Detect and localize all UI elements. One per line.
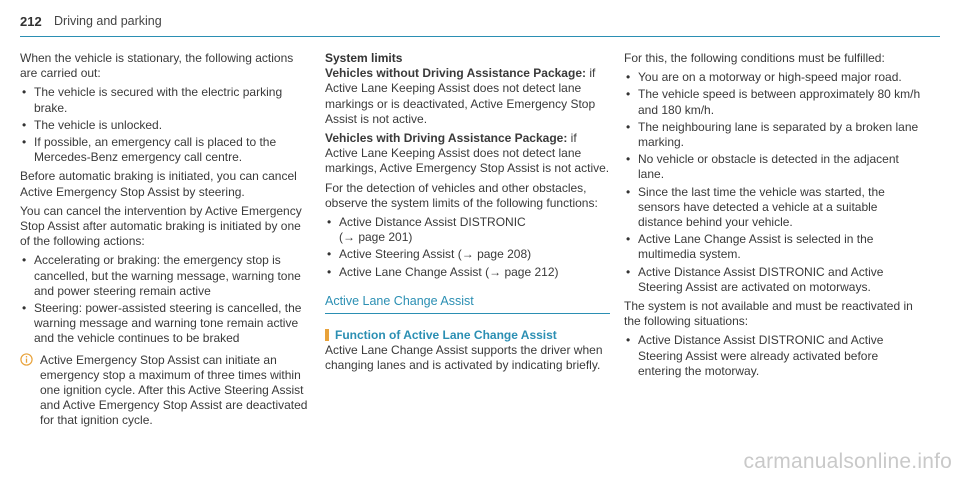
- actions-list: [20, 85, 312, 165]
- section-title: Driving and parking: [54, 14, 162, 28]
- functions-list: [325, 215, 610, 280]
- watermark: carmanualsonline.info: [743, 450, 952, 473]
- list-item: • If possible, an emergency call is placed to the Mercedes-Benz emergency call centre.: [20, 135, 312, 165]
- page-header: [20, 8, 940, 37]
- without-package-paragraph: [325, 66, 610, 127]
- function-name: Active Distance Assist DISTRONIC: [339, 215, 526, 230]
- list-item: • The vehicle is unlocked.: [20, 118, 312, 133]
- list-item: • Accelerating or braking: the emergency stop is cancelled, but the warning message, warning tone and power steering remain active: [20, 253, 312, 299]
- list-item: • Since the last time the vehicle was started, the sensors have detected a vehicle at a suitable distance behind your vehicle.: [624, 185, 924, 231]
- function-name: Active Steering Assist: [339, 247, 455, 262]
- list-item: • The vehicle is secured with the electric parking brake.: [20, 85, 312, 115]
- list-item: • Active Distance Assist DISTRONIC and Active Steering Assist are activated on motorways.: [624, 265, 924, 295]
- situations-list: [624, 333, 924, 379]
- column-middle: [325, 51, 610, 378]
- without-package-label: Vehicles without Driving Assistance Package:: [325, 66, 586, 81]
- system-limits-heading: System limits: [325, 51, 403, 65]
- function-heading: [325, 328, 610, 343]
- list-item: • You are on a motorway or high-speed major road.: [624, 70, 924, 85]
- page-reference-link[interactable]: (→ page 201): [339, 230, 413, 245]
- lane-change-assist-heading: Active Lane Change Assist: [325, 294, 610, 314]
- column-right: [624, 51, 924, 383]
- conditions-intro: For this, the following conditions must be fulfilled:: [624, 51, 885, 65]
- page-number: 212: [20, 14, 42, 29]
- cancel-intervention-paragraph: You can cancel the intervention by Active Emergency Stop Assist after automatic braking is initiated by one of the following actions:: [20, 203, 302, 249]
- without-package-text: if Active Lane Keeping Assist does not detect lane markings or is deactivated, Active Emergency Stop Assist is not active.: [325, 66, 596, 126]
- list-item: • The neighbouring lane is separated by a broken lane marking.: [624, 120, 924, 150]
- info-note: [20, 353, 312, 429]
- page-reference-link[interactable]: (→ page 212): [485, 264, 559, 279]
- not-available-paragraph: The system is not available and must be reactivated in the following situations:: [624, 299, 913, 329]
- detection-paragraph: For the detection of vehicles and other obstacles, observe the system limits of the following functions:: [325, 180, 598, 210]
- page-reference-link[interactable]: (→ page 208): [457, 247, 532, 262]
- heading-marker: [325, 329, 329, 341]
- list-item: • Active Lane Change Assist is selected in the multimedia system.: [624, 232, 924, 262]
- list-item: • The vehicle speed is between approximately 80 km/h and 180 km/h.: [624, 87, 924, 117]
- list-item: [325, 215, 610, 245]
- list-item: • No vehicle or obstacle is detected in the adjacent lane.: [624, 152, 924, 182]
- info-icon: [20, 353, 33, 366]
- note-text: Active Emergency Stop Assist can initiate an emergency stop a maximum of three times within one ignition cycle. After this Active Steering Assist and Active Emergency Stop Assist are deactivated for that ignition cycle.: [40, 352, 308, 428]
- conditions-list: [624, 70, 924, 295]
- function-heading-text: Function of Active Lane Change Assist: [335, 328, 557, 343]
- function-name: Active Lane Change Assist: [339, 264, 482, 279]
- list-item: [325, 247, 610, 262]
- column-left: [20, 51, 312, 429]
- list-item: [325, 265, 610, 280]
- list-item: • Steering: power-assisted steering is cancelled, the warning message and warning tone remain active and the vehicle continues to be braked: [20, 301, 312, 347]
- cancel-actions-list: [20, 253, 312, 346]
- with-package-label: Vehicles with Driving Assistance Package:: [325, 131, 568, 146]
- function-paragraph: Active Lane Change Assist supports the driver when changing lanes and is activated by indicating briefly.: [325, 343, 603, 373]
- intro-paragraph: When the vehicle is stationary, the following actions are carried out:: [20, 51, 294, 81]
- with-package-text: if Active Lane Keeping Assist does not detect lane markings, Active Emergency Stop Assist is not active.: [325, 131, 610, 176]
- list-item: • Active Distance Assist DISTRONIC and Active Steering Assist were already activated before entering the motorway.: [624, 333, 924, 379]
- with-package-paragraph: [325, 131, 610, 177]
- cancel-by-steering-paragraph: Before automatic braking is initiated, you can cancel Active Emergency Stop Assist by steering.: [20, 169, 297, 199]
